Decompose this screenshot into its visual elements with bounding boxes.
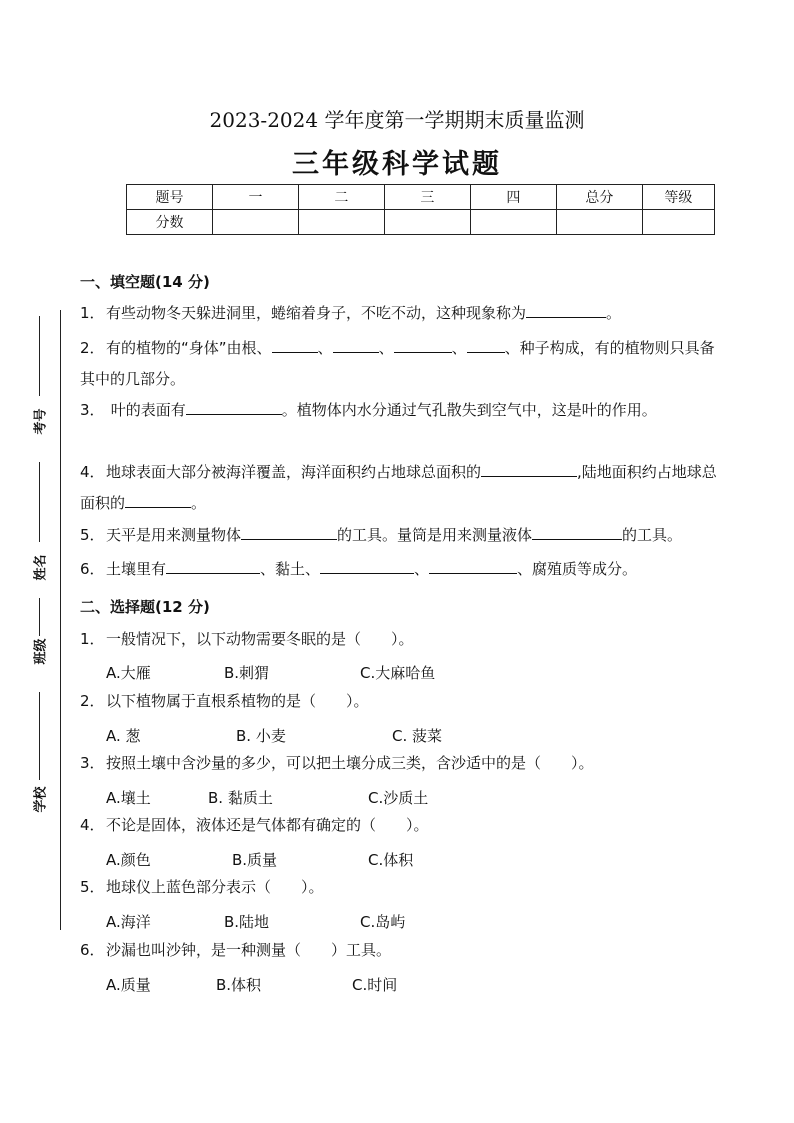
question-number: 6． bbox=[80, 560, 105, 578]
score-input-cell[interactable] bbox=[470, 210, 556, 235]
question-text: 、 bbox=[378, 339, 394, 357]
question-text: 按照土壤中含沙量的多少，可以把土壤分成三类，含沙适中的是（ ）。 bbox=[106, 754, 594, 772]
score-input-cell[interactable] bbox=[642, 210, 714, 235]
question-item bbox=[80, 298, 720, 329]
side-label-class: 班级 bbox=[33, 638, 49, 665]
question-item bbox=[80, 686, 720, 717]
option-a[interactable]: A. 葱 bbox=[106, 727, 141, 745]
question-item bbox=[80, 457, 720, 519]
section-heading-multiple-choice: 二、选择题(12 分) bbox=[80, 598, 210, 616]
question-item bbox=[80, 520, 720, 551]
question-text: 、 bbox=[414, 560, 430, 578]
question-item bbox=[80, 748, 720, 779]
option-b[interactable]: B.质量 bbox=[232, 851, 278, 869]
option-b[interactable]: B. 小麦 bbox=[236, 727, 286, 745]
score-table-header-row bbox=[127, 185, 715, 210]
question-text: 、种子构成，有的植物则只具备其中的几部分。 bbox=[80, 339, 715, 388]
question-text: 地球仪上蓝色部分表示（ ）。 bbox=[106, 878, 324, 896]
score-cell: 总分 bbox=[556, 185, 642, 210]
answer-blank[interactable] bbox=[125, 493, 191, 508]
score-input-cell[interactable] bbox=[556, 210, 642, 235]
question-item bbox=[80, 810, 720, 841]
answer-blank[interactable] bbox=[526, 303, 606, 318]
score-cell: 四 bbox=[470, 185, 556, 210]
answer-blank[interactable] bbox=[166, 559, 260, 574]
side-label-name: 姓名 bbox=[33, 554, 49, 581]
question-text: 。 bbox=[191, 494, 207, 512]
question-number: 5． bbox=[80, 526, 105, 544]
option-c[interactable]: C. 菠菜 bbox=[392, 727, 443, 745]
side-blank-line[interactable] bbox=[39, 462, 40, 542]
question-text: 、黏土、 bbox=[260, 560, 321, 578]
question-text: 、腐殖质等成分。 bbox=[517, 560, 638, 578]
option-c[interactable]: C.岛屿 bbox=[360, 913, 406, 931]
option-a[interactable]: A.大雁 bbox=[106, 664, 151, 682]
option-a[interactable]: A.壤土 bbox=[106, 789, 151, 807]
question-number: 6． bbox=[80, 941, 105, 959]
answer-blank[interactable] bbox=[272, 338, 318, 353]
question-text: 、 bbox=[317, 339, 333, 357]
option-c[interactable]: C.大麻哈鱼 bbox=[360, 664, 436, 682]
option-c[interactable]: C.体积 bbox=[368, 851, 414, 869]
section-heading-fill-in: 一、填空题(14 分) bbox=[80, 273, 210, 291]
answer-blank[interactable] bbox=[429, 559, 517, 574]
score-table bbox=[126, 184, 715, 235]
question-item bbox=[80, 624, 720, 655]
score-cell: 等级 bbox=[642, 185, 714, 210]
question-text: 沙漏也叫沙钟，是一种测量（ ）工具。 bbox=[106, 941, 392, 959]
option-b[interactable]: B.陆地 bbox=[224, 913, 270, 931]
question-number: 3． bbox=[80, 401, 105, 419]
question-text: 、 bbox=[451, 339, 467, 357]
score-cell: 二 bbox=[298, 185, 384, 210]
question-number: 1． bbox=[80, 304, 105, 322]
question-item bbox=[80, 395, 720, 426]
option-b[interactable]: B.体积 bbox=[216, 976, 262, 994]
side-blank-line[interactable] bbox=[39, 316, 40, 396]
question-text: 地球表面大部分被海洋覆盖，海洋面积约占地球总面积的 bbox=[106, 463, 482, 481]
answer-blank[interactable] bbox=[481, 462, 577, 477]
question-text: 有的植物的“身体”由根、 bbox=[106, 339, 272, 357]
answer-blank[interactable] bbox=[467, 338, 505, 353]
question-item bbox=[80, 333, 720, 395]
score-table-score-row bbox=[127, 210, 715, 235]
question-number: 3． bbox=[80, 754, 105, 772]
binding-line bbox=[60, 310, 61, 930]
question-number: 2． bbox=[80, 339, 105, 357]
question-item bbox=[80, 872, 720, 903]
answer-blank[interactable] bbox=[333, 338, 379, 353]
score-cell: 分数 bbox=[127, 210, 213, 235]
question-number: 5． bbox=[80, 878, 105, 896]
option-a[interactable]: A.质量 bbox=[106, 976, 151, 994]
question-text: 不论是固体，液体还是气体都有确定的（ ）。 bbox=[106, 816, 429, 834]
side-label-exam-id: 考号 bbox=[33, 408, 49, 435]
side-blank-line[interactable] bbox=[39, 692, 40, 780]
score-cell: 一 bbox=[212, 185, 298, 210]
question-text: 的工具。量筒是用来测量液体 bbox=[337, 526, 533, 544]
score-input-cell[interactable] bbox=[298, 210, 384, 235]
question-text: 。 bbox=[606, 304, 622, 322]
question-item bbox=[80, 935, 720, 966]
exam-subtitle: 2023-2024 学年度第一学期期末质量监测 bbox=[209, 108, 585, 132]
question-text: 天平是用来测量物体 bbox=[106, 526, 242, 544]
question-text: 有些动物冬天躲进洞里，蜷缩着身子，不吃不动，这种现象称为 bbox=[106, 304, 527, 322]
answer-blank[interactable] bbox=[241, 525, 337, 540]
exam-title: 三年级科学试题 bbox=[292, 149, 502, 180]
answer-blank[interactable] bbox=[394, 338, 452, 353]
answer-blank[interactable] bbox=[186, 400, 282, 415]
option-a[interactable]: A.海洋 bbox=[106, 913, 151, 931]
score-input-cell[interactable] bbox=[212, 210, 298, 235]
option-a[interactable]: A.颜色 bbox=[106, 851, 151, 869]
option-c[interactable]: C.沙质土 bbox=[368, 789, 429, 807]
score-cell: 题号 bbox=[127, 185, 213, 210]
option-b[interactable]: B.刺猬 bbox=[224, 664, 270, 682]
question-text: 叶的表面有 bbox=[106, 401, 186, 419]
option-c[interactable]: C.时间 bbox=[352, 976, 398, 994]
score-input-cell[interactable] bbox=[384, 210, 470, 235]
side-label-school: 学校 bbox=[33, 786, 49, 813]
question-number: 4． bbox=[80, 463, 105, 481]
question-text: 一般情况下，以下动物需要冬眠的是（ ）。 bbox=[106, 630, 414, 648]
answer-blank[interactable] bbox=[320, 559, 414, 574]
answer-blank[interactable] bbox=[532, 525, 622, 540]
question-number: 2． bbox=[80, 692, 105, 710]
question-text: 。植物体内水分通过气孔散失到空气中，这是叶的作用。 bbox=[281, 401, 657, 419]
question-text: ,陆地面积约占地球总面积的 bbox=[80, 463, 717, 512]
question-number: 4． bbox=[80, 816, 105, 834]
score-cell: 三 bbox=[384, 185, 470, 210]
question-number: 1． bbox=[80, 630, 105, 648]
question-text: 以下植物属于直根系植物的是（ ）。 bbox=[106, 692, 369, 710]
question-text: 的工具。 bbox=[622, 526, 683, 544]
side-blank-line[interactable] bbox=[39, 598, 40, 636]
question-text: 土壤里有 bbox=[106, 560, 167, 578]
option-b[interactable]: B. 黏质土 bbox=[208, 789, 273, 807]
question-item bbox=[80, 554, 720, 585]
